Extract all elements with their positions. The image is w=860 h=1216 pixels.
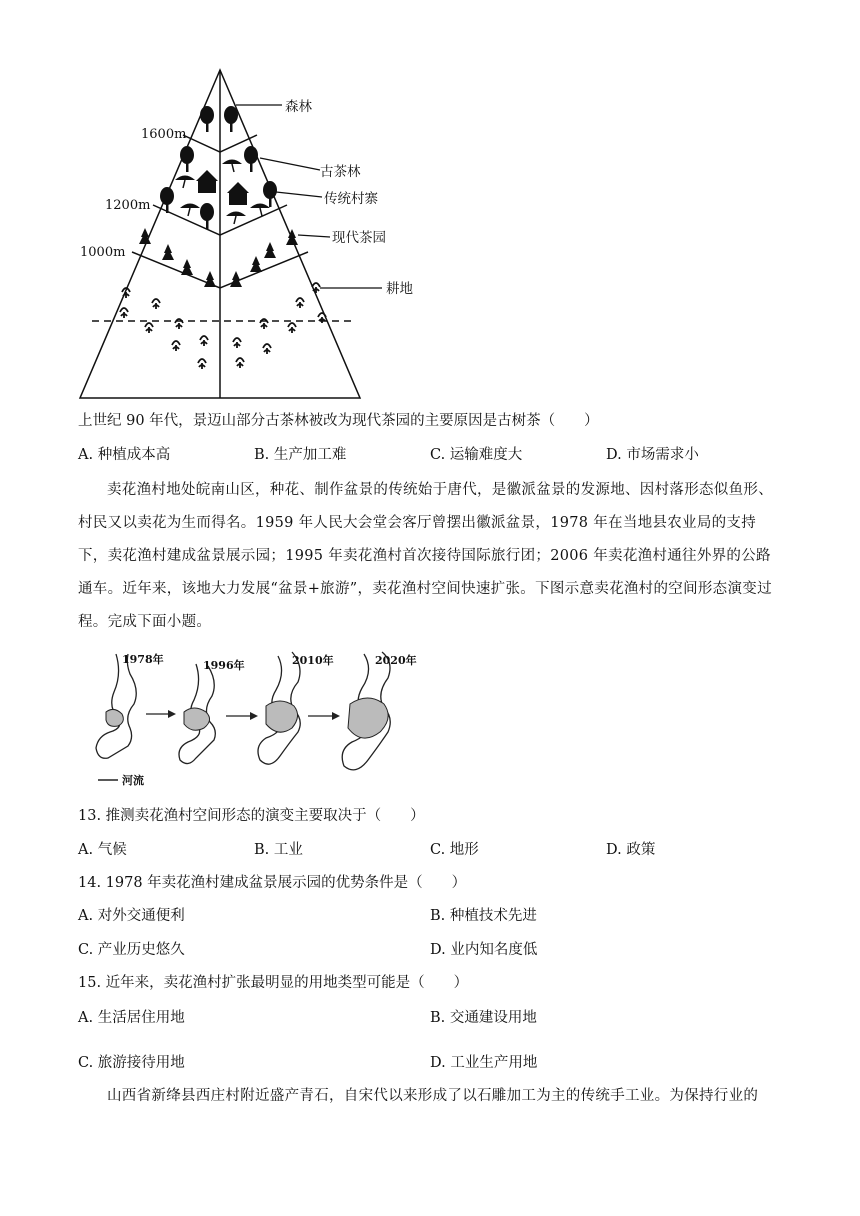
q12-option-d[interactable]: D. 市场需求小 (606, 447, 699, 463)
q14-option-b[interactable]: B. 种植技术先进 (430, 908, 537, 924)
evolution-year-1978: 1978年 (122, 653, 164, 666)
q12-option-a[interactable]: A. 种植成本高 (78, 447, 171, 463)
q12-option-c[interactable]: C. 运输难度大 (430, 447, 523, 463)
q15-stem: 15. 近年来，卖花渔村扩张最明显的用地类型可能是（ ） (78, 975, 469, 991)
q13-option-c[interactable]: C. 地形 (430, 842, 479, 858)
q15-option-d[interactable]: D. 工业生产用地 (430, 1055, 538, 1071)
q14-option-d[interactable]: D. 业内知名度低 (430, 942, 538, 958)
evolution-legend-river: 河流 (122, 774, 144, 787)
q15-option-a[interactable]: A. 生活居住用地 (78, 1010, 185, 1026)
q14-option-c[interactable]: C. 产业历史悠久 (78, 942, 185, 958)
q12-stem: 上世纪 90 年代，景迈山部分古茶林被改为现代茶园的主要原因是古树茶（ ） (78, 413, 599, 429)
q12-option-b[interactable]: B. 生产加工难 (254, 447, 347, 463)
altitude-label-1000: 1000m (80, 245, 126, 260)
farmland-icon (120, 283, 326, 369)
q13-option-b[interactable]: B. 工业 (254, 842, 303, 858)
tea-bush-icon (175, 160, 270, 225)
q13-option-d[interactable]: D. 政策 (606, 842, 656, 858)
label-modern-tea-garden: 现代茶园 (332, 230, 386, 246)
label-old-tea-forest: 古茶林 (320, 164, 361, 180)
altitude-label-1600: 1600m (141, 127, 187, 142)
label-farmland: 耕地 (386, 281, 413, 297)
q13-stem: 13. 推测卖花渔村空间形态的演变主要取决于（ ） (78, 808, 425, 824)
q15-option-c[interactable]: C. 旅游接待用地 (78, 1055, 185, 1071)
q14-option-a[interactable]: A. 对外交通便利 (78, 908, 185, 924)
passage-text: 卖花渔村地处皖南山区，种花、制作盆景的传统始于唐代，是徽派盆景的发源地、因村落形态似鱼形、村民又以卖花为生而得名。1959 年人民大会堂会客厅曾摆出徽派盆景，1978 年在当地县农业局的支持下，卖花渔村建成盆景展示园；1995 年卖花渔村首次接待国际旅行团；2006 年卖花渔村通往外界的公路通车。近年来，该地大力发展“盆景+旅游”，卖花渔村空间快速扩张。下图示意卖花渔村的空间形态演变过程。完成下面小题。 (78, 482, 773, 630)
evolution-year-2020: 2020年 (375, 654, 417, 667)
altitude-label-1200: 1200m (105, 198, 151, 213)
q14-stem: 14. 1978 年卖花渔村建成盆景展示园的优势条件是（ ） (78, 875, 467, 891)
next-passage-text: 山西省新绛县西庄村附近盛产青石，自宋代以来形成了以石雕加工为主的传统手工业。为保持行业的 (107, 1088, 759, 1104)
forest-tree-icon (200, 106, 238, 132)
q15-option-b[interactable]: B. 交通建设用地 (430, 1010, 537, 1026)
evolution-year-2010: 2010年 (292, 654, 334, 667)
label-forest: 森林 (285, 99, 312, 115)
modern-tea-garden-icon (139, 228, 298, 287)
label-traditional-village: 传统村寨 (324, 191, 378, 207)
q13-option-a[interactable]: A. 气候 (78, 842, 127, 858)
evolution-year-1996: 1996年 (203, 659, 245, 672)
village-house-icon (196, 170, 249, 205)
